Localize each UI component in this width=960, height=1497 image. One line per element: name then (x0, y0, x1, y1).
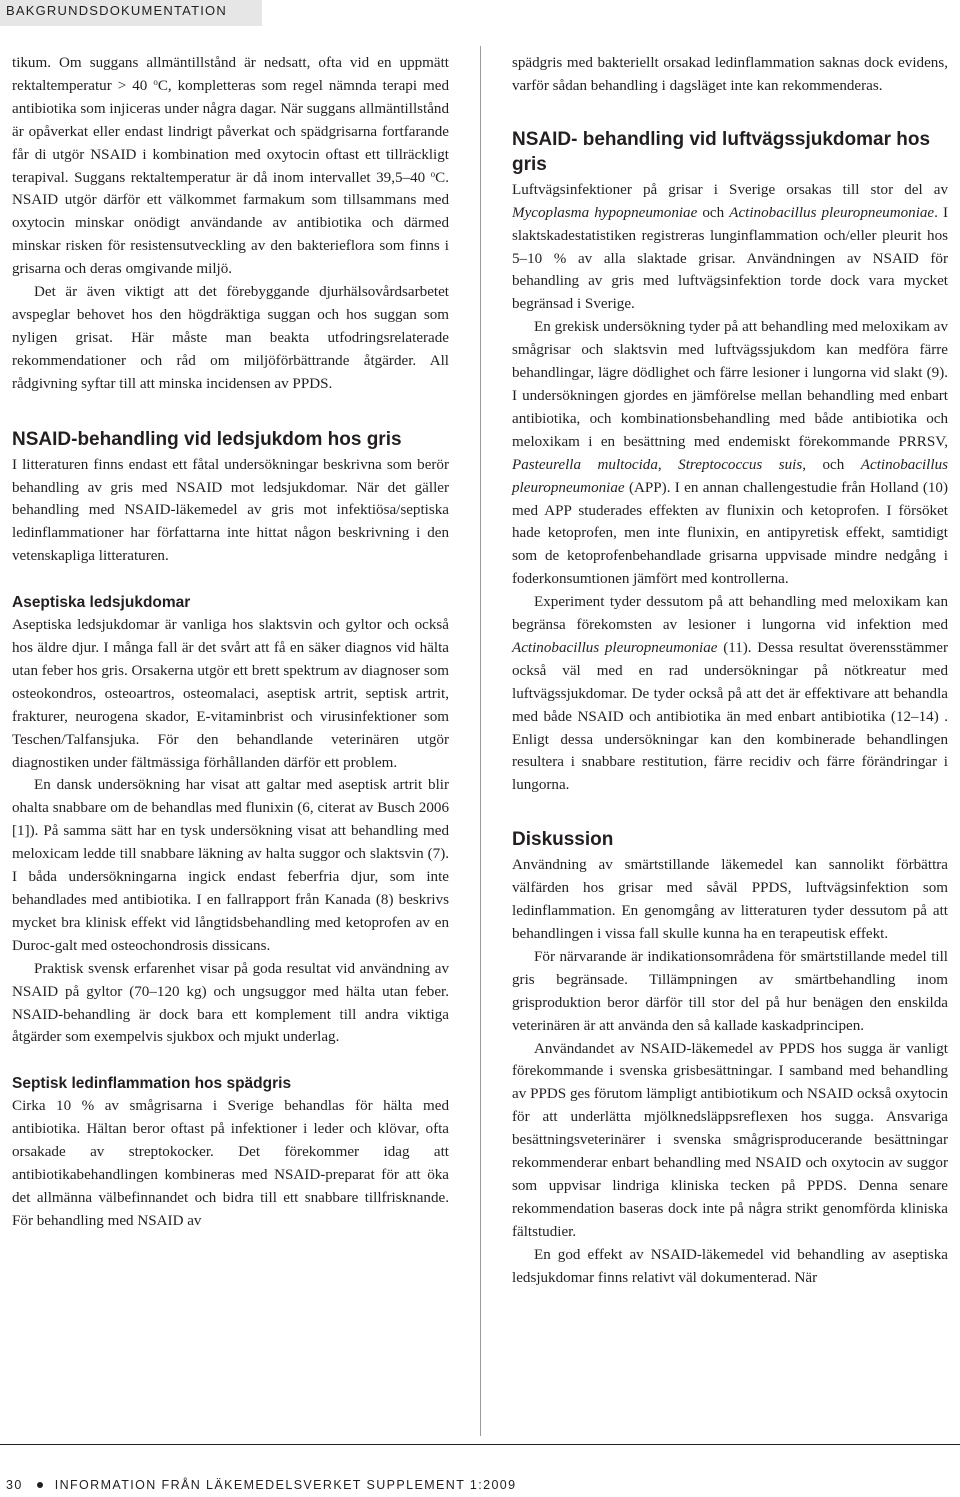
subsection-heading: Septisk ledinflammation hos spädgris (12, 1075, 292, 1093)
paragraph: Det är även viktigt att det förebyggande djurhälsovårdsarbetet avspeglar behovet hos den högdräktiga suggan och hos suggan som nyligen grisat. Här måste man beakta utfodringsrelaterade rekommendationer och råd om miljöförbättrande åtgärder. All rådgivning syftar till att minska incidensen av PPDS. (12, 284, 449, 392)
paragraph: I litteraturen finns endast ett fåtal undersökningar beskrivna som berör behandling av gris med NSAID mot ledsjukdomar. När det gäller behandling med NSAID-läkemedel av gris mot infektiösa/septiska ledinflammationer har författarna inte hittat någon beskrivning i den vetenskapliga litteraturen. (12, 456, 449, 565)
footer-rule (0, 1444, 960, 1445)
left-column (12, 52, 449, 1233)
section-header-bar (0, 0, 262, 26)
paragraph: En god effekt av NSAID-läkemedel vid behandling av aseptiska ledsjukdomar finns relativt väl dokumenterad. När (512, 1246, 948, 1286)
paragraph: Cirka 10 % av smågrisarna i Sverige behandlas för hälta med antibiotika. Hältan beror oftast på infektioner i leder och klövar, ofta orsakade av streptokocker. Det förekommer idag att antibiotikabehandlingen kombineras med NSAID-preparat för att öka det allmänna välbefinnandet och bidra till ett snabbare tillfrisknande. För behandling med NSAID av (12, 1098, 449, 1229)
species-name: Mycoplasma hypopneumoniae (512, 204, 698, 221)
section-heading: NSAID-behandling vid ledsjukdom hos gris (12, 428, 402, 450)
degree-mark: o (430, 168, 436, 179)
section-heading: Diskussion (512, 829, 614, 851)
subsection-heading: Aseptiska ledsjukdomar (12, 594, 191, 612)
paragraph: Praktisk svensk erfarenhet visar på goda resultat vid användning av NSAID på gyltor (70–120 kg) och ungsuggor med hälta utan feber. NSAID-behandling är dock bara ett komplement till andra viktiga åtgärder som exempelvis sjukbox och mjukt underlag. (12, 960, 449, 1046)
column-divider (480, 46, 481, 1436)
paragraph: Luftvägsinfektioner på grisar i Sverige orsakas till stor del av Mycoplasma hypopneumoniae och Actinobacillus pleuropneumoniae. I slaktskadestatistiken registreras lunginflammation och/eller pleurit hos 5–10 % av alla slaktade grisar. Användningen av NSAID för behandling av gris med luftvägsinfektion torde dock vara mycket begränsad i Sverige. (512, 181, 949, 313)
paragraph: En grekisk undersökning tyder på att behandling med meloxikam av smågrisar och slaktsvin med luftvägssjukdom kan medföra färre behandlingar, lägre dödlighet och färre lesioner i lungorna vid slakt (9). I undersökningen gjordes en jämförelse mellan behandling med enbart antibiotika, och kombinationsbehandling med både antibiotika och meloxikam i en besättning med endemiskt förekommande PRRSV, Pasteurella multocida, Streptococcus suis, och Actinobacillus pleuropneumoniae (APP). I en annan challengestudie från Holland (10) med APP studerades effekten av flunixin och ketoprofen. I försöket hade ketoprofen, men inte flunixin, en antipyretisk effekt, samtidigt som de ketoprofenbehandlade grisarna uppvisade mindre nedgång i foderkonsumtionen jämfört med kontrollerna. (512, 319, 948, 588)
publication-title: INFORMATION FRÅN LÄKEMEDELSVERKET SUPPLEMENT 1:2009 (54, 1478, 517, 1492)
species-name: Actinobacillus pleuropneumoniae (729, 204, 935, 221)
section-heading: NSAID- behandling vid luftvägssjukdomar hos gris (512, 128, 931, 175)
paragraph: tikum. Om suggans allmäntillstånd är nedsatt, ofta vid en uppmätt rektaltemperatur > 40 $^o$C, kompletteras som regel nämnda terapi med antibiotika som injiceras under några dagar. När suggans allmäntillstånd är opåverkat eller endast lindrigt påverkat och spädgrisarna fortfarande får di utgör NSAID i kombination med oxytocin oftast ett tillräckligt terapival. Suggans rektaltemperatur är då inom intervallet 39,5–40 $^o$C. NSAID utgör därför ett välkommet farmakum som tillsammans med oxytocin minskar onödigt användande av antibiotika och därmed minskar risken för resistensutveckling av den bakterieflora som finns i grisarna och deras omgivande miljö. (12, 55, 449, 278)
paragraph: Aseptiska ledsjukdomar är vanliga hos slaktsvin och gyltor och också hos äldre djur. I många fall är det svårt att få en säker diagnos vid hälta utan feber hos gris. Orsakerna utgör ett brett spektrum av diagnoser som osteokondros, osteoartros, osteomalaci, aseptisk artrit, septisk artrit, frakturer, neurogena skador, E-vitaminbrist och virusinfektioner som Teschen/Talfansjuka. För den behandlande veterinären utgör diagnostiken under fältmässiga förhållanden därför ett problem. (12, 617, 449, 771)
species-name: Pasteurella multocida (512, 456, 658, 473)
paragraph: Experiment tyder dessutom på att behandling med meloxikam kan begränsa förekomsten av lesioner i lungorna vid infektion med Actinobacillus pleuropneumoniae (11). Dessa resultat överensstämmer också väl med en rad undersökningar på nötkreatur med luftvägssjukdomar. De tyder också på att det är effektivare att behandla med både NSAID och antibiotika än med enbart antibiotika (12–14) . Enligt dessa undersökningar kan den kombinerade behandlingen resultera i snabbare restitution, färre recidiv och färre förändringar i lungorna. (512, 594, 949, 794)
species-name: Actinobacillus pleuropneumoniae (512, 456, 948, 496)
paragraph: Användandet av NSAID-läkemedel av PPDS hos sugga är vanligt förekommande i svenska grisbesättningar. I samband med behandling av PPDS ges förutom lämpligt antibiotikum och NSAID också oxytocin för att underlätta mjölknedsläppsreflexen hos sugga. Ansvariga besättningsveterinärer i svenska smågrisproducerande besättningar rekommenderar enbart behandling med NSAID och oxytocin av suggor som uppvisar lindriga kliniska tecken på PPDS. Denna senare rekommendation baseras dock inte på några strikt genomförda kliniska fältstudier. (512, 1040, 948, 1240)
section-label: BAKGRUNDSDOKUMENTATION (6, 3, 227, 18)
page-number: 30 (6, 1478, 23, 1492)
page-footer (6, 1478, 517, 1492)
degree-mark: o (153, 76, 158, 87)
paragraph: spädgris med bakteriellt orsakad ledinflammation saknas dock evidens, varför sådan behandling i dagsläget inte kan rekommenderas. (512, 55, 948, 94)
species-name: Streptococcus suis (678, 456, 803, 473)
paragraph: En dansk undersökning har visat att galtar med aseptisk artrit blir ohalta snabbare om de behandlas med flunixin (6, citerat av Busch 2006 [1]). På samma sätt har en tysk undersökning visat att behandling med meloxicam ledde till snabbare läkning av halta suggor och slaktsvin (7). I båda undersökningarna ingick endast feberfria djur, som inte behandlades med antibiotika. I en fallrapport från Kanada (8) beskrivs mycket bra klinisk effekt vid långtidsbehandling med ketoprofen av en Duroc-galt med osteochondrosis dissicans. (12, 777, 449, 954)
species-name: Actinobacillus pleuropneumoniae (512, 639, 718, 656)
paragraph: Användning av smärtstillande läkemedel kan sannolikt förbättra välfärden hos grisar med såväl PPDS, luftvägsinfektion som ledinflammation. En genomgång av litteraturen tyder dessutom på att behandlingen i vissa fall skulle kunna ha en terapeutisk effekt. (512, 857, 948, 942)
right-column (512, 52, 948, 1290)
bullet-icon (37, 1482, 43, 1488)
paragraph: För närvarande är indikationsområdena för smärtstillande medel till gris begränsade. Tillämpningen av smärtbehandling inom grisproduktion beror därför till stor del på hur benägen den enskilda veterinären är att använda den så kallade kaskadprincipen. (512, 948, 948, 1034)
